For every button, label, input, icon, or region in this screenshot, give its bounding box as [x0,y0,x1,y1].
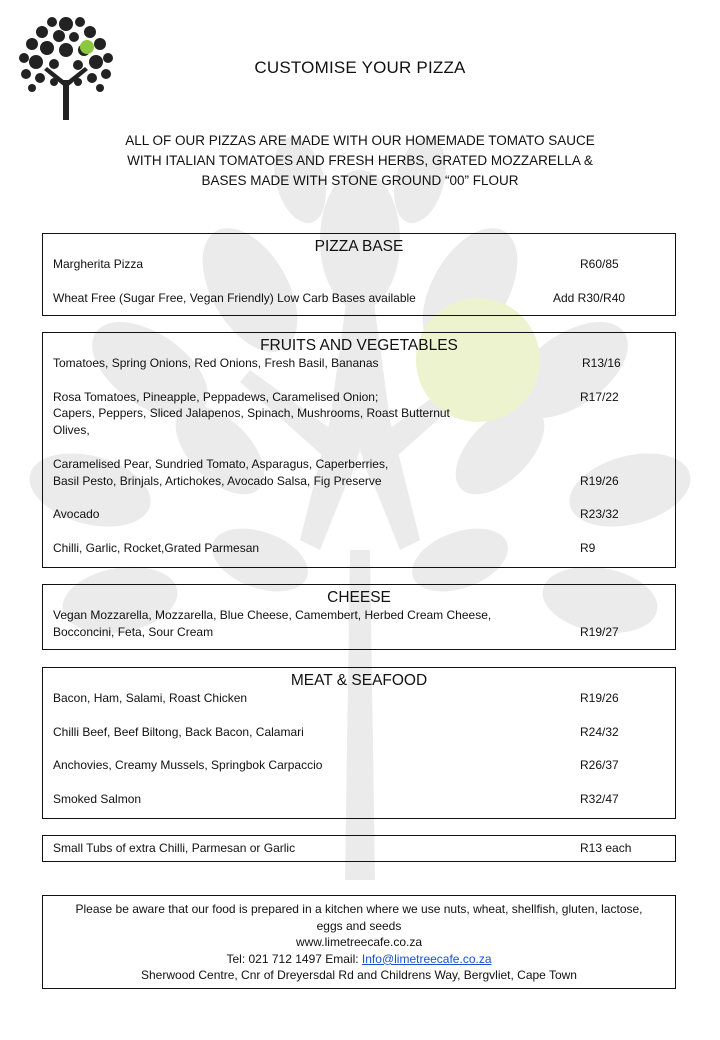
menu-item: Margherita Pizza [53,257,144,271]
menu-item: Basil Pesto, Brinjals, Artichokes, Avocado Salsa, Fig Preserve [53,473,382,488]
section-heading: CHEESE [327,589,391,606]
phone-text: Tel: 021 712 1497 Email: [226,951,362,966]
menu-price: R19/27 [580,624,619,639]
menu-price: R32/47 [580,791,619,806]
menu-item: Caramelised Pear, Sundried Tomato, Asparagus, Caperberries, [53,456,389,471]
menu-item: Anchovies, Creamy Mussels, Springbok Carpaccio [53,758,323,773]
menu-item: Small Tubs of extra Chilli, Parmesan or Garlic [53,841,296,855]
menu-item: Capers, Peppers, Sliced Jalapenos, Spinach, Mushrooms, Roast Butternut [53,406,450,421]
menu-price: Add R30/R40 [553,290,626,305]
menu-item: Wheat Free (Sugar Free, Vegan Friendly) Low Carb Bases available [53,290,416,305]
menu-row [43,506,675,523]
lime-dot-icon [80,40,94,54]
menu-price: R13/16 [582,356,621,370]
section-heading: MEAT & SEAFOOD [290,672,428,689]
email-link[interactable]: Info@limetreecafe.co.za [361,951,492,966]
meat-seafood-section [42,667,676,819]
footer-info [42,895,676,989]
menu-item: Avocado [53,507,100,522]
extras-section [42,835,676,862]
contact-line [53,951,665,968]
menu-item: Chilli, Garlic, Rocket,Grated Parmesan [53,540,260,555]
intro-line: WITH ITALIAN TOMATOES AND FRESH HERBS, GRATED MOZZARELLA & [127,153,593,168]
menu-row [43,256,675,273]
section-heading: PIZZA BASE [314,238,404,255]
allergen-notice: eggs and seeds [316,918,402,933]
menu-price: R19/26 [580,473,619,488]
menu-price: R19/26 [580,691,619,705]
menu-price: R9 [580,540,596,555]
intro-line: ALL OF OUR PIZZAS ARE MADE WITH OUR HOMEMADE TOMATO SAUCE [125,133,595,148]
menu-row [43,456,675,490]
menu-row [43,607,675,641]
menu-price: R60/85 [580,257,619,271]
cheese-section [42,584,676,650]
menu-row [43,690,675,707]
menu-item: Rosa Tomatoes, Pineapple, Peppadews, Caramelised Onion; [53,389,379,404]
section-heading: FRUITS AND VEGETABLES [260,337,458,354]
fruits-vegetables-section [42,332,676,568]
menu-price: R24/32 [580,724,619,739]
menu-item: Smoked Salmon [53,791,142,806]
menu-price: R17/22 [580,389,619,404]
menu-row [43,290,675,307]
menu-item: Bocconcini, Feta, Sour Cream [53,624,214,639]
menu-item: Olives, [53,423,90,438]
menu-item: Vegan Mozzarella, Mozzarella, Blue Cheese, Camembert, Herbed Cream Cheese, [53,608,492,622]
website-text: www.limetreecafe.co.za [295,935,423,950]
pizza-base-section [42,233,676,316]
intro-text [100,131,620,191]
intro-line: BASES MADE WITH STONE GROUND “00” FLOUR [201,173,519,188]
menu-item: Tomatoes, Spring Onions, Red Onions, Fresh Basil, Bananas [53,356,379,370]
menu-row [43,757,675,774]
menu-row [43,840,675,857]
menu-price: R23/32 [580,507,619,522]
menu-row [43,389,675,439]
menu-row [43,540,675,557]
page-title: CUSTOMISE YOUR PIZZA [254,58,466,77]
address-text: Sherwood Centre, Cnr of Dreyersdal Rd and Childrens Way, Bergvliet, Cape Town [141,968,577,983]
menu-row [43,791,675,808]
menu-row [43,355,675,372]
menu-item: Bacon, Ham, Salami, Roast Chicken [53,691,248,705]
menu-row [43,724,675,741]
menu-price: R13 each [580,841,632,855]
menu-price: R26/37 [580,758,619,773]
allergen-notice: Please be aware that our food is prepared in a kitchen where we use nuts, wheat, shellfish, gluten, lactose, [75,902,643,916]
menu-item: Chilli Beef, Beef Biltong, Back Bacon, Calamari [53,724,304,739]
